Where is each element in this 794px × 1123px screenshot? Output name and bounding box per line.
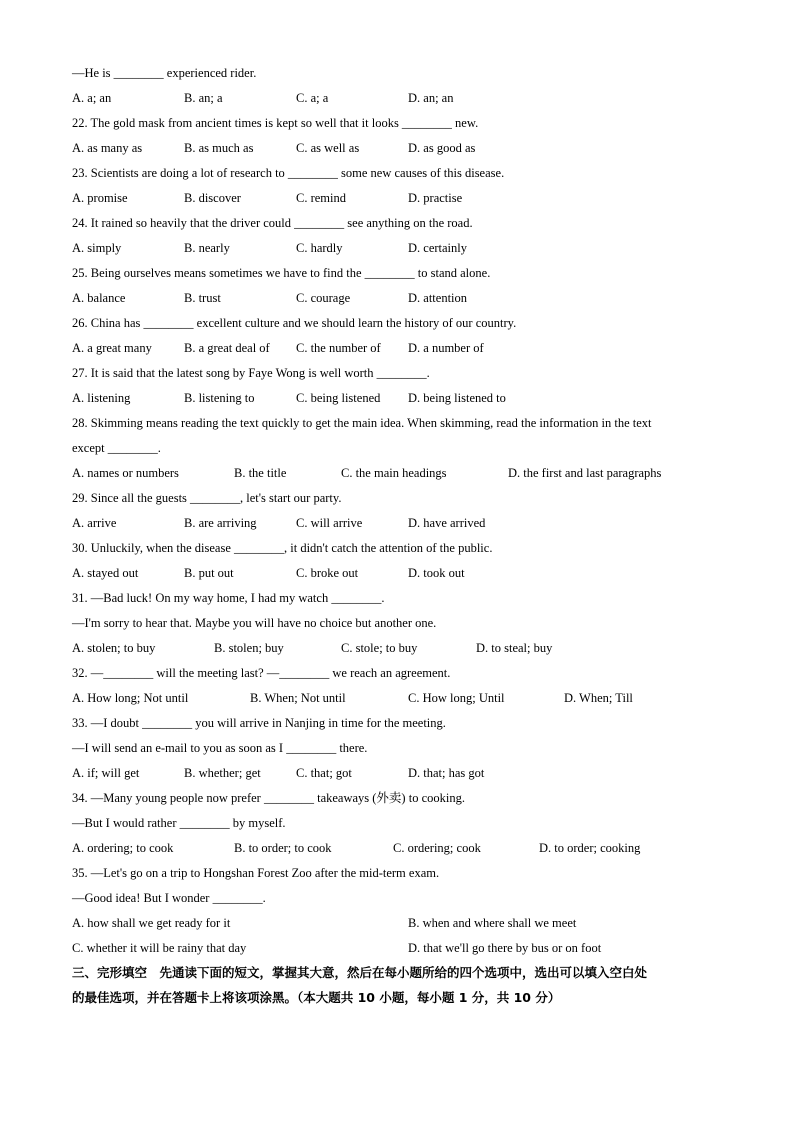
option: D. that; has got bbox=[408, 766, 485, 780]
option-row bbox=[72, 390, 734, 406]
option: C. will arrive bbox=[296, 516, 363, 530]
option: C. broke out bbox=[296, 566, 359, 580]
option: B. when and where shall we meet bbox=[408, 916, 577, 930]
question-line: 32. —________ will the meeting last? —________ we reach an agreement. bbox=[72, 666, 451, 680]
question-line: 29. Since all the guests ________, let's start our party. bbox=[72, 491, 342, 505]
option: A. a; an bbox=[72, 91, 112, 105]
option: A. promise bbox=[72, 191, 128, 205]
option: D. certainly bbox=[408, 241, 468, 255]
option: A. listening bbox=[72, 391, 131, 405]
question-line: except ________. bbox=[72, 441, 161, 455]
option-row bbox=[72, 840, 734, 856]
option: B. listening to bbox=[184, 391, 255, 405]
option: A. How long; Not until bbox=[72, 691, 189, 705]
option: D. When; Till bbox=[564, 691, 633, 705]
option: D. practise bbox=[408, 191, 463, 205]
question-line: 26. China has ________ excellent culture and we should learn the history of our country. bbox=[72, 316, 517, 330]
question-line: —But I would rather ________ by myself. bbox=[72, 816, 286, 830]
option-row bbox=[72, 515, 734, 531]
option: D. as good as bbox=[408, 141, 476, 155]
option: C. ordering; cook bbox=[393, 841, 481, 855]
option: D. have arrived bbox=[408, 516, 486, 530]
option-row bbox=[72, 290, 734, 306]
option: B. the title bbox=[234, 466, 287, 480]
option: A. stolen; to buy bbox=[72, 641, 156, 655]
option: B. discover bbox=[184, 191, 241, 205]
question-line: 30. Unluckily, when the disease ________, it didn't catch the attention of the public. bbox=[72, 541, 493, 555]
section-heading: 三、完形填空 先通读下面的短文，掌握其大意，然后在每小题所给的四个选项中，选出可以填入空白处 bbox=[72, 965, 648, 980]
option: B. whether; get bbox=[184, 766, 261, 780]
option-row bbox=[72, 90, 734, 106]
option-row bbox=[72, 915, 734, 931]
question-line: —I will send an e-mail to you as soon as I ________ there. bbox=[72, 741, 368, 755]
option: B. trust bbox=[184, 291, 221, 305]
question-line: —Good idea! But I wonder ________. bbox=[72, 891, 266, 905]
option: A. how shall we get ready for it bbox=[72, 916, 231, 930]
option: A. names or numbers bbox=[72, 466, 179, 480]
option-row bbox=[72, 690, 734, 706]
option: C. as well as bbox=[296, 141, 360, 155]
option: C. a; a bbox=[296, 91, 329, 105]
option: C. whether it will be rainy that day bbox=[72, 941, 247, 955]
question-line: 25. Being ourselves means sometimes we have to find the ________ to stand alone. bbox=[72, 266, 491, 280]
option-row bbox=[72, 565, 734, 581]
option: D. to order; cooking bbox=[539, 841, 641, 855]
option-row bbox=[72, 465, 734, 481]
option: B. an; a bbox=[184, 91, 223, 105]
question-line: 22. The gold mask from ancient times is kept so well that it looks ________ new. bbox=[72, 116, 479, 130]
option: A. as many as bbox=[72, 141, 143, 155]
option: C. that; got bbox=[296, 766, 352, 780]
option: A. if; will get bbox=[72, 766, 140, 780]
option-row bbox=[72, 765, 734, 781]
option: B. as much as bbox=[184, 141, 254, 155]
option: D. that we'll go there by bus or on foot bbox=[408, 941, 602, 955]
option: B. a great deal of bbox=[184, 341, 270, 355]
question-line: 35. —Let's go on a trip to Hongshan Forest Zoo after the mid-term exam. bbox=[72, 866, 440, 880]
section-heading: 的最佳选项，并在答题卡上将该项涂黑。（本大题共 10 小题，每小题 1 分，共 10 分） bbox=[72, 990, 561, 1005]
question-line: —He is ________ experienced rider. bbox=[72, 66, 257, 80]
option-row bbox=[72, 240, 734, 256]
option-row bbox=[72, 140, 734, 156]
option: C. hardly bbox=[296, 241, 343, 255]
option: C. being listened bbox=[296, 391, 381, 405]
option: C. the number of bbox=[296, 341, 381, 355]
option-row bbox=[72, 190, 734, 206]
option: C. courage bbox=[296, 291, 351, 305]
option-row bbox=[72, 940, 734, 956]
option: C. How long; Until bbox=[408, 691, 505, 705]
question-line: 34. —Many young people now prefer ________ takeaways (外卖) to cooking. bbox=[72, 791, 465, 805]
option: D. took out bbox=[408, 566, 465, 580]
question-line: 24. It rained so heavily that the driver could ________ see anything on the road. bbox=[72, 216, 473, 230]
question-line: 23. Scientists are doing a lot of research to ________ some new causes of this disease. bbox=[72, 166, 505, 180]
option: D. being listened to bbox=[408, 391, 506, 405]
option: B. put out bbox=[184, 566, 234, 580]
option: A. a great many bbox=[72, 341, 152, 355]
option: A. stayed out bbox=[72, 566, 139, 580]
question-line: —I'm sorry to hear that. Maybe you will have no choice but another one. bbox=[72, 616, 437, 630]
option: D. a number of bbox=[408, 341, 484, 355]
option: D. the first and last paragraphs bbox=[508, 466, 662, 480]
question-line: 31. —Bad luck! On my way home, I had my watch ________. bbox=[72, 591, 385, 605]
option-row bbox=[72, 340, 734, 356]
option: D. attention bbox=[408, 291, 468, 305]
option: B. are arriving bbox=[184, 516, 257, 530]
option: A. simply bbox=[72, 241, 122, 255]
option: D. to steal; buy bbox=[476, 641, 553, 655]
question-line: 33. —I doubt ________ you will arrive in Nanjing in time for the meeting. bbox=[72, 716, 446, 730]
option: C. the main headings bbox=[341, 466, 447, 480]
option: B. nearly bbox=[184, 241, 230, 255]
question-line: 27. It is said that the latest song by Faye Wong is well worth ________. bbox=[72, 366, 430, 380]
option: B. to order; to cook bbox=[234, 841, 332, 855]
question-line: 28. Skimming means reading the text quickly to get the main idea. When skimming, read the information in the text bbox=[72, 416, 652, 430]
option-row bbox=[72, 640, 734, 656]
option: A. ordering; to cook bbox=[72, 841, 174, 855]
option: A. arrive bbox=[72, 516, 117, 530]
option: D. an; an bbox=[408, 91, 454, 105]
option: B. stolen; buy bbox=[214, 641, 284, 655]
option: C. remind bbox=[296, 191, 346, 205]
option: C. stole; to buy bbox=[341, 641, 418, 655]
option: A. balance bbox=[72, 291, 126, 305]
option: B. When; Not until bbox=[250, 691, 346, 705]
